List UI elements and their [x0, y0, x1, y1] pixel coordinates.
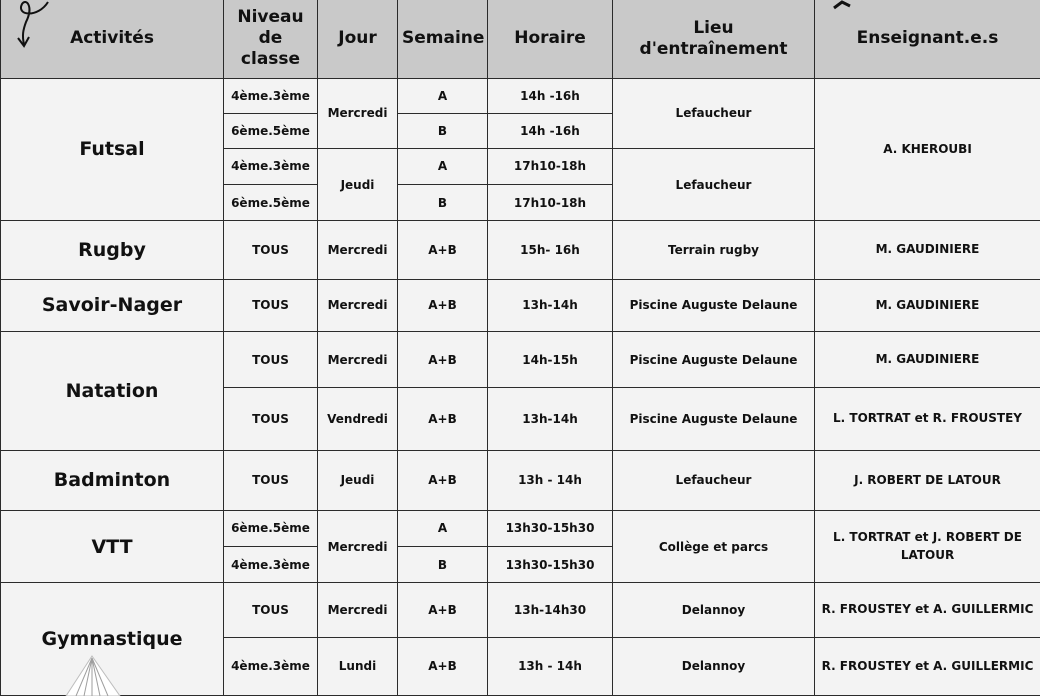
niveau-cell: TOUS: [224, 583, 318, 637]
enseignant-cell: L. TORTRAT et R. FROUSTEY: [815, 388, 1040, 450]
horaire-cell: 13h30-15h30: [488, 510, 613, 546]
enseignant-cell: J. ROBERT DE LATOUR: [815, 450, 1040, 510]
enseignant-cell: R. FROUSTEY et A. GUILLERMIC: [815, 637, 1040, 695]
table-row: [1, 510, 1040, 546]
semaine-cell: A: [398, 510, 488, 546]
table-row: [1, 78, 1040, 113]
enseignant-cell: A. KHEROUBI: [815, 78, 1040, 221]
semaine-cell: A+B: [398, 637, 488, 695]
activity-cell: Savoir-Nager: [1, 279, 224, 331]
lieu-cell: Delannoy: [613, 637, 815, 695]
niveau-cell: TOUS: [224, 221, 318, 279]
semaine-cell: A+B: [398, 583, 488, 637]
lieu-cell: Piscine Auguste Delaune: [613, 279, 815, 331]
header-row: [1, 0, 1040, 78]
lieu-cell: Piscine Auguste Delaune: [613, 331, 815, 387]
jour-cell: Mercredi: [318, 331, 398, 387]
niveau-cell: 4ème.3ème: [224, 78, 318, 113]
lieu-cell: Lefaucheur: [613, 450, 815, 510]
horaire-cell: 13h-14h: [488, 279, 613, 331]
horaire-cell: 13h30-15h30: [488, 547, 613, 583]
lieu-cell: Terrain rugby: [613, 221, 815, 279]
niveau-cell: 6ème.5ème: [224, 113, 318, 148]
enseignant-cell: M. GAUDINIERE: [815, 279, 1040, 331]
header-niveau: Niveau de classe: [224, 0, 318, 78]
jour-cell: Jeudi: [318, 148, 398, 220]
jour-cell: Mercredi: [318, 279, 398, 331]
table-row: [1, 279, 1040, 331]
table-row: [1, 331, 1040, 387]
jour-cell: Mercredi: [318, 221, 398, 279]
horaire-cell: 14h-15h: [488, 331, 613, 387]
header-semaine: Semaine: [398, 0, 488, 78]
jour-cell: Mercredi: [318, 583, 398, 637]
lieu-cell: Lefaucheur: [613, 148, 815, 220]
horaire-cell: 17h10-18h: [488, 148, 613, 184]
semaine-cell: B: [398, 113, 488, 148]
activity-cell: Gymnastique: [1, 583, 224, 696]
horaire-cell: 13h-14h: [488, 388, 613, 450]
lieu-cell: Piscine Auguste Delaune: [613, 388, 815, 450]
semaine-cell: A+B: [398, 388, 488, 450]
niveau-cell: TOUS: [224, 279, 318, 331]
semaine-cell: A+B: [398, 450, 488, 510]
table-row: [1, 450, 1040, 510]
activity-cell: Futsal: [1, 78, 224, 221]
enseignant-cell: M. GAUDINIERE: [815, 331, 1040, 387]
niveau-cell: TOUS: [224, 450, 318, 510]
jour-cell: Jeudi: [318, 450, 398, 510]
niveau-cell: 4ème.3ème: [224, 547, 318, 583]
horaire-cell: 13h - 14h: [488, 637, 613, 695]
header-enseignants: Enseignant.e.s: [815, 0, 1040, 78]
table-row: [1, 583, 1040, 637]
jour-cell: Mercredi: [318, 510, 398, 582]
jour-cell: Lundi: [318, 637, 398, 695]
activity-cell: Badminton: [1, 450, 224, 510]
header-jour: Jour: [318, 0, 398, 78]
semaine-cell: B: [398, 185, 488, 221]
activity-cell: Natation: [1, 331, 224, 450]
enseignant-cell: R. FROUSTEY et A. GUILLERMIC: [815, 583, 1040, 637]
semaine-cell: A+B: [398, 331, 488, 387]
niveau-cell: 4ème.3ème: [224, 148, 318, 184]
niveau-cell: 4ème.3ème: [224, 637, 318, 695]
niveau-cell: TOUS: [224, 331, 318, 387]
semaine-cell: A: [398, 78, 488, 113]
enseignant-cell: L. TORTRAT et J. ROBERT DE LATOUR: [815, 510, 1040, 582]
horaire-cell: 15h- 16h: [488, 221, 613, 279]
niveau-cell: TOUS: [224, 388, 318, 450]
lieu-cell: Collège et parcs: [613, 510, 815, 582]
horaire-cell: 14h -16h: [488, 113, 613, 148]
semaine-cell: B: [398, 547, 488, 583]
semaine-cell: A+B: [398, 221, 488, 279]
niveau-cell: 6ème.5ème: [224, 510, 318, 546]
semaine-cell: A: [398, 148, 488, 184]
enseignant-cell: M. GAUDINIERE: [815, 221, 1040, 279]
jour-cell: Mercredi: [318, 78, 398, 148]
niveau-cell: 6ème.5ème: [224, 185, 318, 221]
header-horaire: Horaire: [488, 0, 613, 78]
header-lieu: Lieu d'entraînement: [613, 0, 815, 78]
header-activites: Activités: [1, 0, 224, 78]
lieu-cell: Lefaucheur: [613, 78, 815, 148]
lieu-cell: Delannoy: [613, 583, 815, 637]
jour-cell: Vendredi: [318, 388, 398, 450]
horaire-cell: 13h - 14h: [488, 450, 613, 510]
semaine-cell: A+B: [398, 279, 488, 331]
activity-cell: VTT: [1, 510, 224, 582]
horaire-cell: 17h10-18h: [488, 185, 613, 221]
table-row: [1, 221, 1040, 279]
horaire-cell: 14h -16h: [488, 78, 613, 113]
horaire-cell: 13h-14h30: [488, 583, 613, 637]
activity-cell: Rugby: [1, 221, 224, 279]
